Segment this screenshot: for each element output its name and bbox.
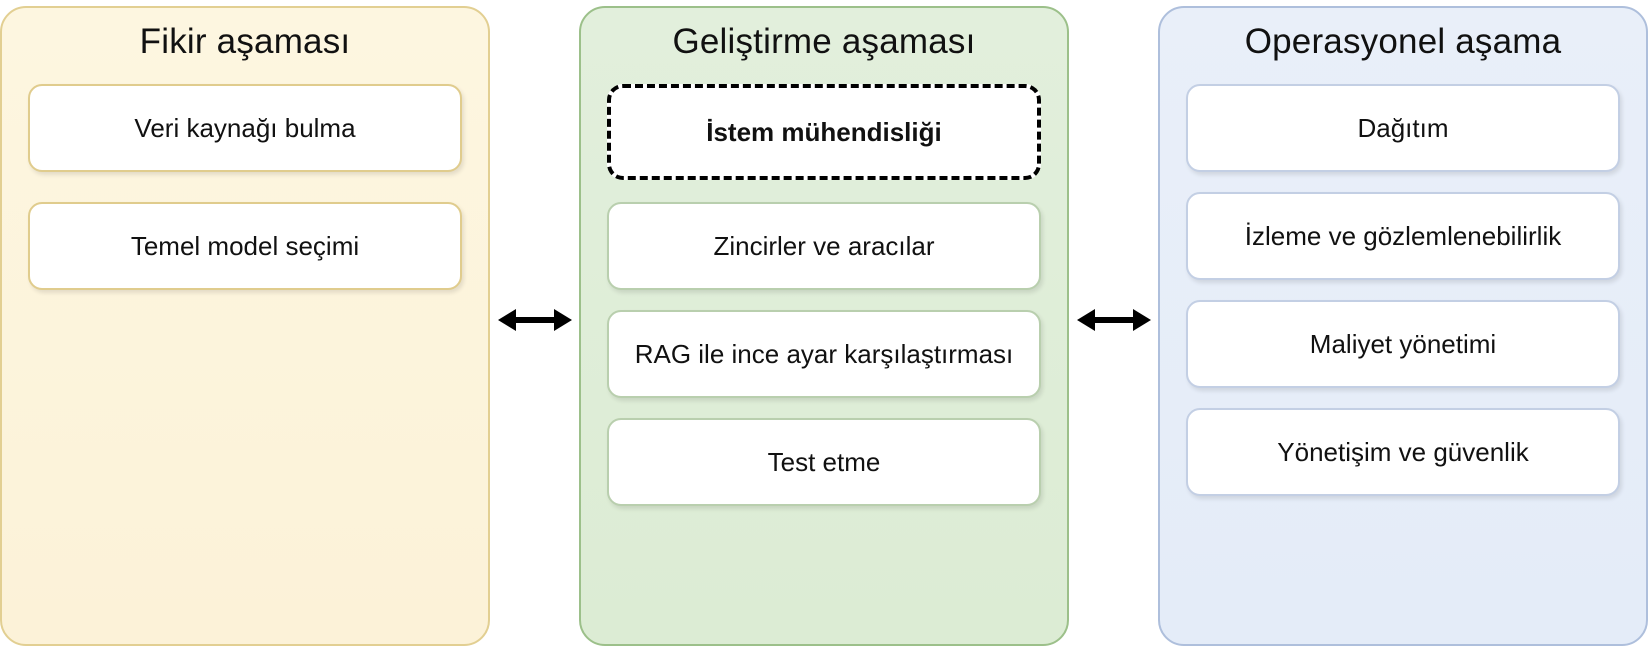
list-item[interactable]: Dağıtım <box>1186 84 1620 172</box>
stage-development-items <box>607 84 1041 526</box>
stage-development <box>579 6 1069 646</box>
list-item[interactable]: Temel model seçimi <box>28 202 462 290</box>
stage-ideation-items <box>28 84 462 320</box>
connector-ideation-development <box>492 0 578 640</box>
double-arrow-icon <box>498 300 572 340</box>
stage-operational-title: Operasyonel aşama <box>1244 22 1562 61</box>
list-item[interactable]: RAG ile ince ayar karşılaştırması <box>607 310 1041 398</box>
connector-development-operational <box>1071 0 1157 640</box>
stage-operational-items <box>1186 84 1620 516</box>
stage-development-title: Geliştirme aşaması <box>672 22 976 61</box>
stage-ideation <box>0 6 490 646</box>
list-item[interactable]: Maliyet yönetimi <box>1186 300 1620 388</box>
list-item[interactable]: Test etme <box>607 418 1041 506</box>
list-item-highlighted[interactable]: İstem mühendisliği <box>607 84 1041 180</box>
stage-operational <box>1158 6 1648 646</box>
list-item[interactable]: İzleme ve gözlemlenebilirlik <box>1186 192 1620 280</box>
list-item[interactable]: Veri kaynağı bulma <box>28 84 462 172</box>
list-item[interactable]: Zincirler ve aracılar <box>607 202 1041 290</box>
stage-ideation-title: Fikir aşaması <box>139 22 351 61</box>
double-arrow-icon <box>1077 300 1151 340</box>
list-item[interactable]: Yönetişim ve güvenlik <box>1186 408 1620 496</box>
